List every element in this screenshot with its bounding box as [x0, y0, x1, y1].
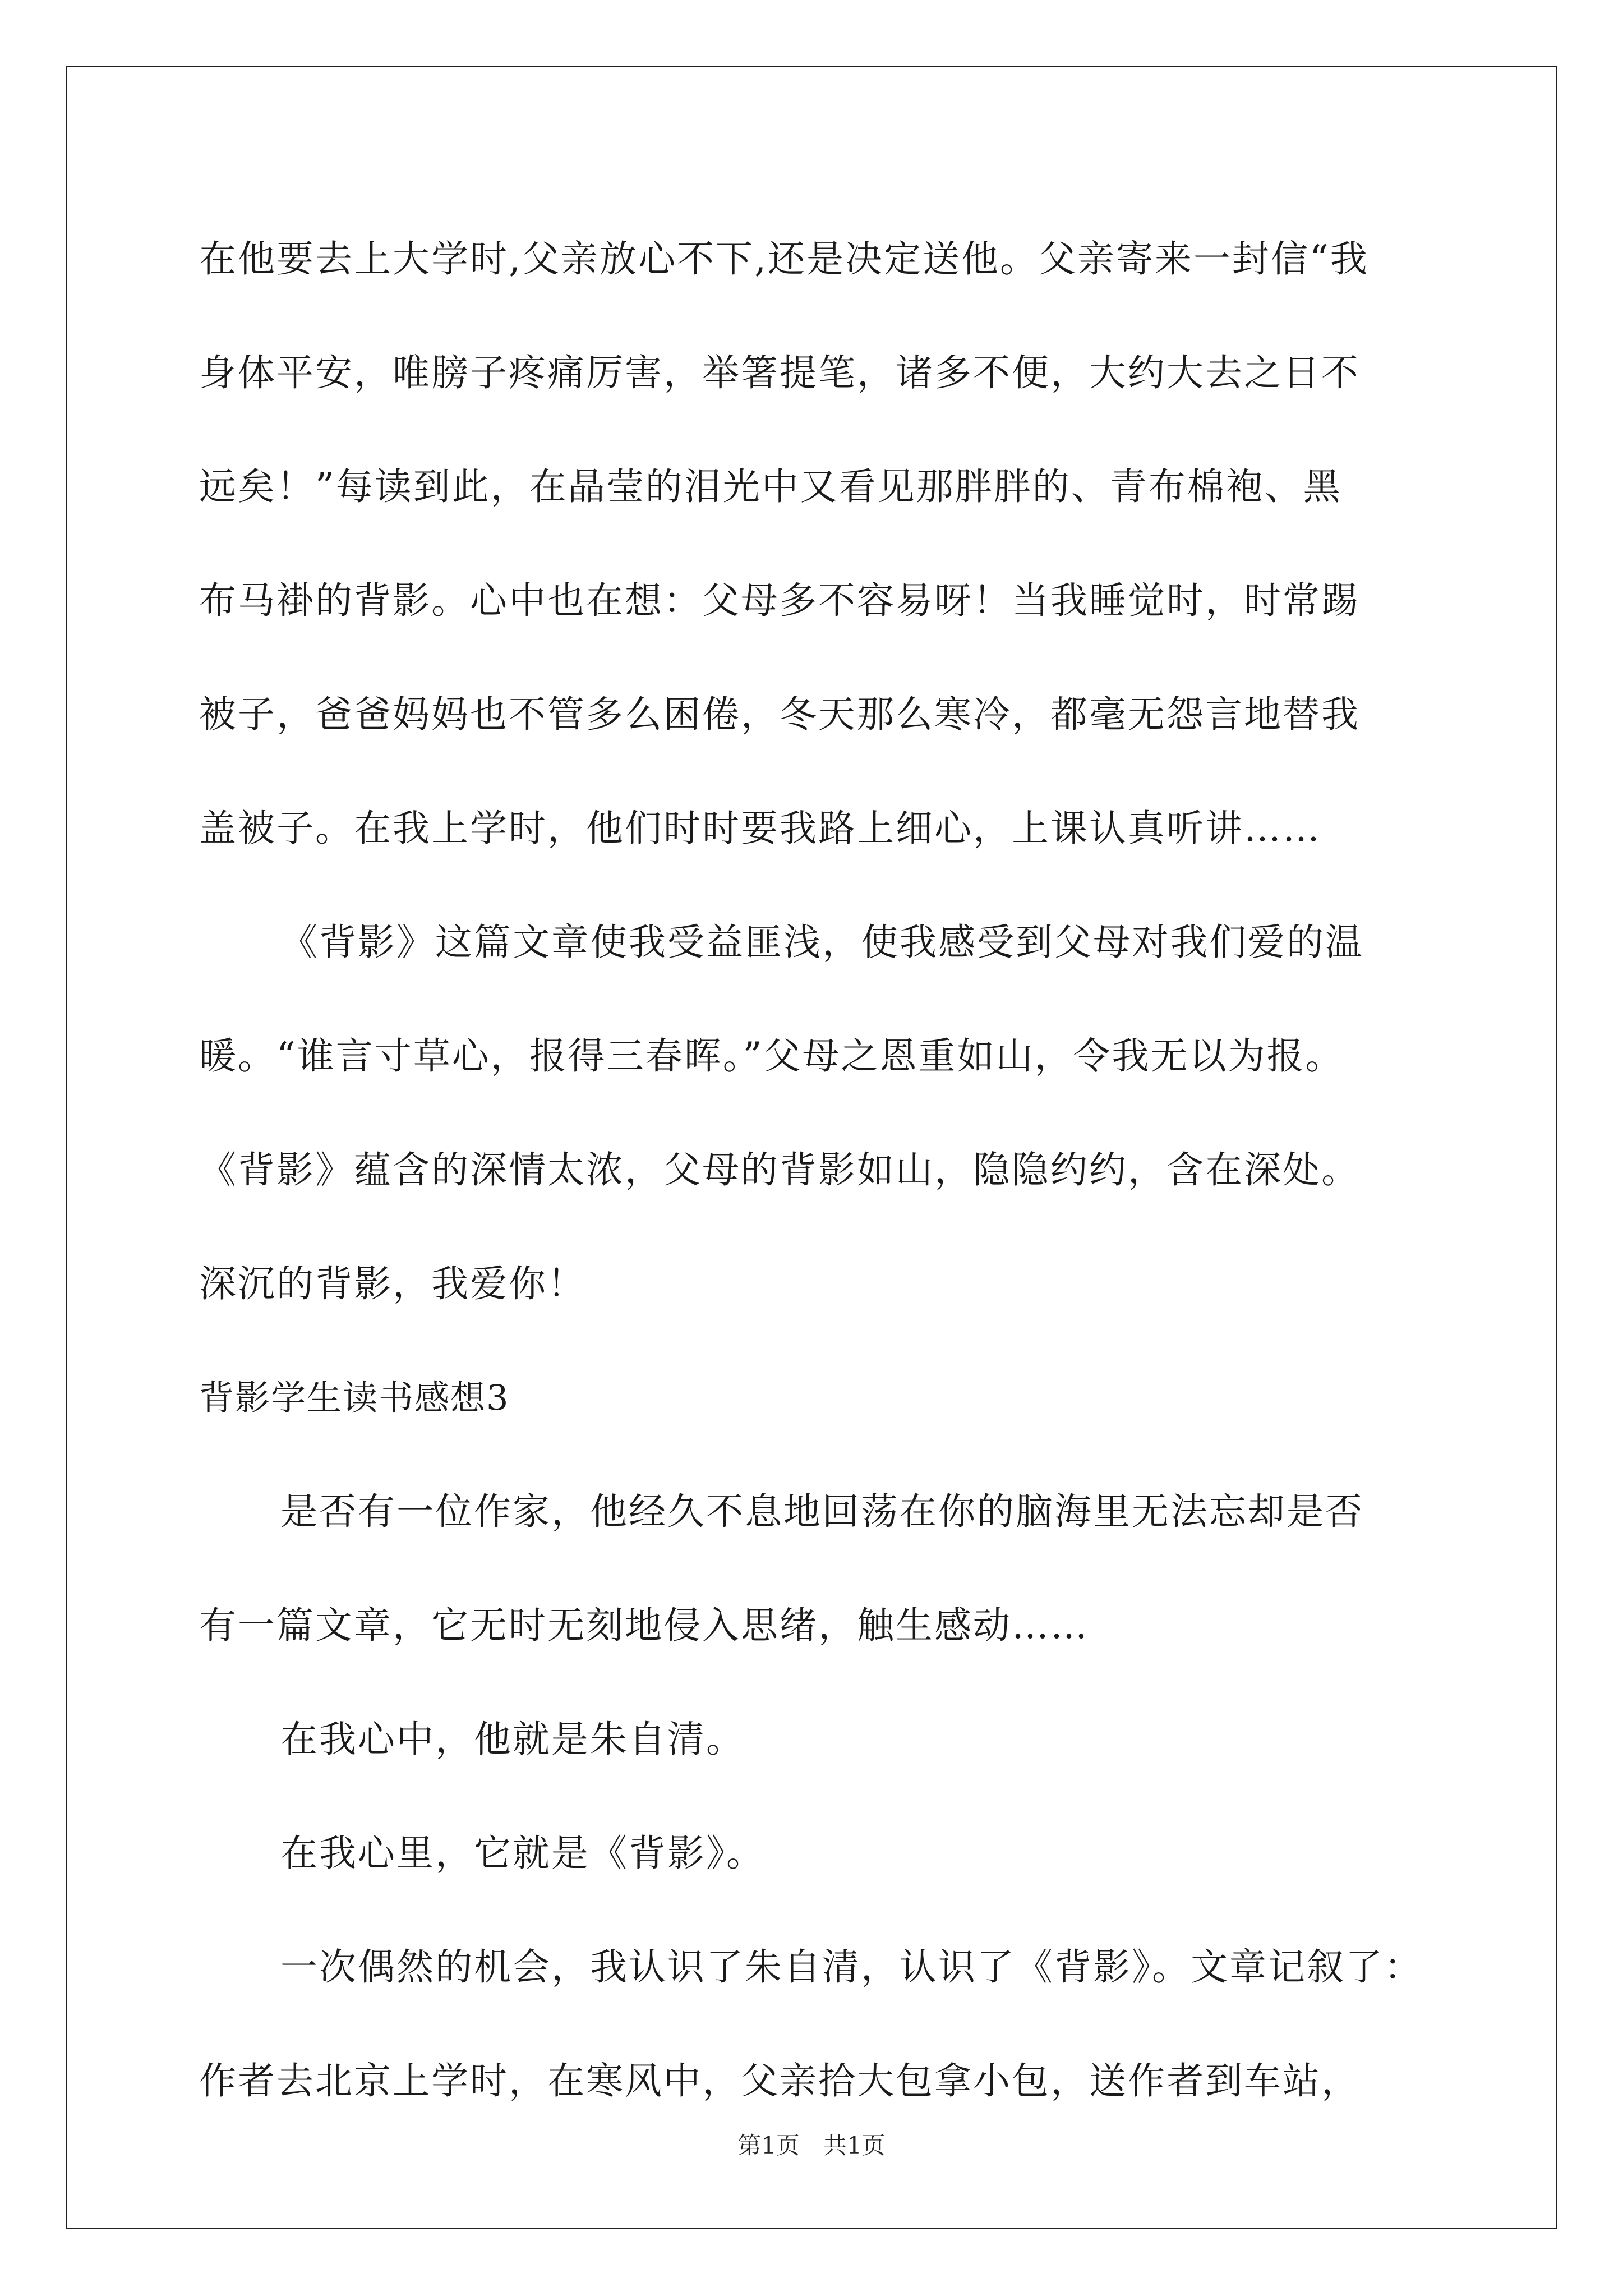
text-line-12: 是否有一位作家，他经久不息地回荡在你的脑海里无法忘却是否: [280, 1490, 1364, 1533]
text-line-7: 《背影》这篇文章使我受益匪浅，使我感受到父母对我们爱的温: [280, 921, 1364, 964]
page-footer: [0, 2129, 1623, 2162]
text-line-6: 盖被子。在我上学时，他们时时要我路上细心，上课认真听讲……: [199, 807, 1321, 850]
text-line-17: 作者去北京上学时，在寒风中，父亲拾大包拿小包，送作者到车站，: [199, 2059, 1360, 2102]
text-line-2: 身体平安，唯膀子疼痛厉害，举箸提笔，诸多不便，大约大去之日不: [199, 351, 1360, 394]
page-number-label: 第1页 共1页: [737, 2132, 886, 2159]
text-line-4: 布马褂的背影。心中也在想：父母多不容易呀！当我睡觉时，时常踢: [199, 579, 1360, 622]
text-line-5: 被子，爸爸妈妈也不管多么困倦，冬天那么寒冷，都毫无怨言地替我: [199, 693, 1360, 736]
text-line-1: 在他要去上大学时,父亲放心不下,还是决定送他。父亲寄来一封信“我: [199, 237, 1369, 280]
text-line-3: 远矣！”每读到此，在晶莹的泪光中又看见那胖胖的、青布棉袍、黑: [199, 465, 1342, 508]
text-line-13: 有一篇文章，它无时无刻地侵入思绪，触生感动……: [199, 1604, 1089, 1647]
text-line-16: 一次偶然的机会，我认识了朱自清，认识了《背影》。文章记叙了：: [280, 1945, 1423, 1989]
document-body: [199, 202, 1433, 2138]
text-line-10: 深沉的背影，我爱你！: [199, 1262, 586, 1305]
section-title: 背影学生读书感想3: [199, 1377, 510, 1418]
text-line-15: 在我心里，它就是《背影》。: [280, 1832, 765, 1875]
text-line-9: 《背影》蕴含的深情太浓，父母的背影如山，隐隐约约，含在深处。: [199, 1148, 1360, 1191]
text-line-14: 在我心中，他就是朱自清。: [280, 1718, 745, 1761]
text-line-8: 暖。“谁言寸草心，报得三春晖。”父母之恩重如山，令我无以为报。: [199, 1034, 1344, 1078]
